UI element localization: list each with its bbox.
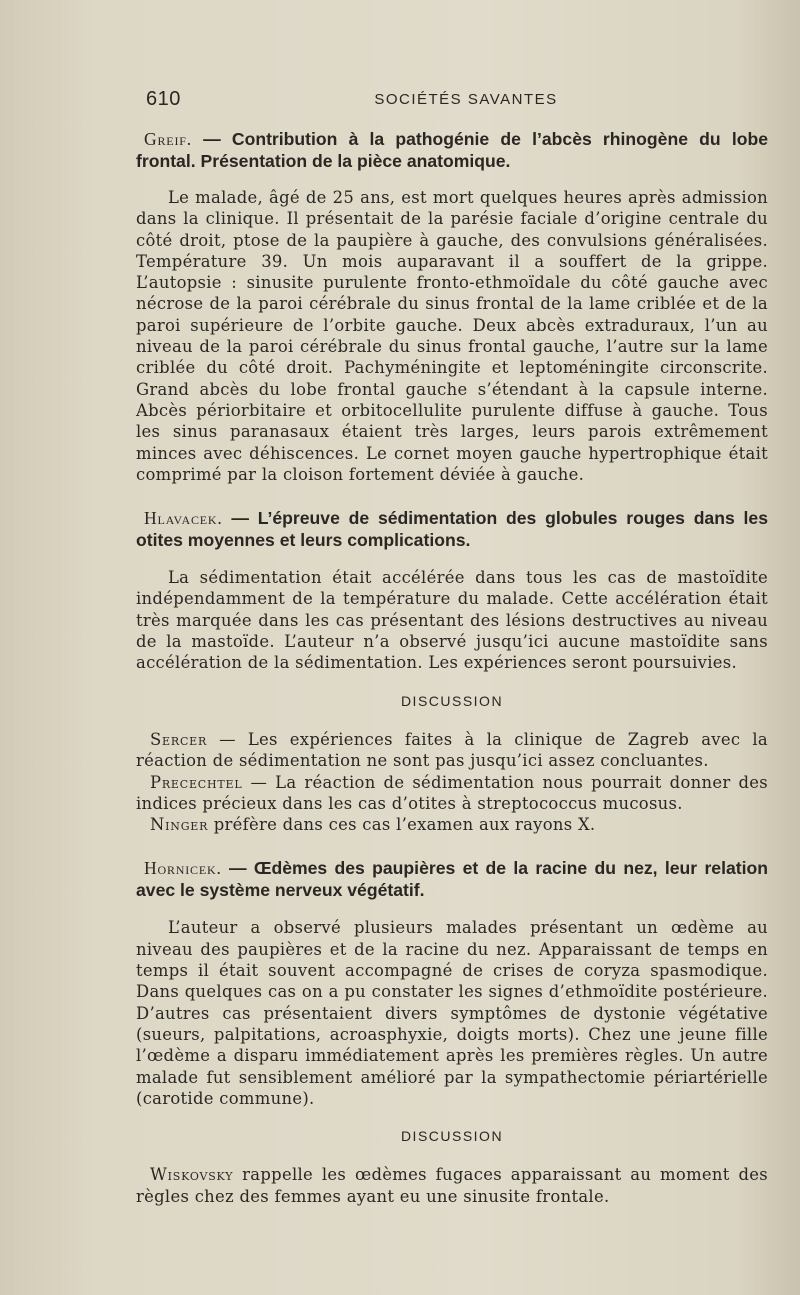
article-title-text: — Œdèmes des paupières et de la racine du nez, leur relation avec le système nerveux végétatif. bbox=[136, 858, 768, 901]
discussion-heading: DISCUSSION bbox=[400, 692, 504, 709]
discussion-entry bbox=[136, 814, 768, 835]
article-title-greif bbox=[136, 128, 768, 172]
article-body-greif: Le malade, âgé de 25 ans, est mort quelques heures après admission dans la clinique. Il présentait de la parésie faciale d’origine centrale du côté droit, ptose de la paupière à gauche, des convulsions généralisées. Température 39. Un mois auparavant il a souffert de la grippe. L’autopsie : sinusite purulente fronto-ethmoïdale du côté gauche avec nécrose de la paroi cérébrale du sinus frontal de la lame criblée et de la paroi supérieure de l’orbite gauche. Deux abcès extraduraux, l’un au niveau de la paroi cérébrale du sinus frontal gauche, l’autre sur la lame criblée du côté droit. Pachyméningite et leptoméningite circonscrite. Grand abcès du lobe frontal gauche s’étendant à la capsule interne. Abcès périorbitaire et orbitocellulite purulente diffuse à gauche. Tous les sinus paranasaux étaient très larges, leurs parois extrêmement minces avec déhiscences. Le cornet moyen gauche hypertrophique était comprimé par la cloison fortement déviée à gauche. bbox=[136, 188, 768, 484]
page-header bbox=[146, 88, 766, 116]
article-body-hlavacek: La sédimentation était accélérée dans tous les cas de mastoïdite indépendamment de la température du malade. Cette accélération était très marquée dans les cas présentant des lésions destructives au niveau de la mastoïde. L’auteur n’a observé jusqu’ici aucune mastoïdite sans accélération de la sédimentation. Les expériences seront poursuivies. bbox=[136, 568, 768, 673]
discussion-entry bbox=[136, 772, 768, 815]
article-title-text: — Contribution à la pathogénie de l’abcès rhinogène du lobe frontal. Présentation de la pièce anatomique. bbox=[136, 129, 768, 171]
article-author: Hlavacek. bbox=[144, 508, 223, 529]
article-author: Hornicek. bbox=[144, 858, 222, 879]
article-body-hornicek: L’auteur a observé plusieurs malades présentant un œdème au niveau des paupières et de la racine du nez. Apparaissant de temps en temps il était souvent accompagné de crises de coryza spasmodique. Dans quelques cas on a pu constater les signes d’ethmoïdite postérieure. D’autres cas présentaient divers symptômes de dystonie végétative (sueurs, palpitations, acroasphyxie, doigts morts). Chez une jeune fille l’œdème a disparu immédiatement après les premières règles. Un autre malade fut sensiblement amélioré par la sympathectomie périartérielle (carotide commune). bbox=[136, 918, 768, 1108]
page-content bbox=[136, 128, 768, 1207]
discussion-author: Sercer bbox=[150, 729, 208, 749]
discussion-entry bbox=[136, 1164, 768, 1207]
discussion-author: Precechtel bbox=[150, 772, 243, 792]
discussion-author: Wiskovsky bbox=[150, 1165, 234, 1185]
article-title-hlavacek bbox=[136, 507, 768, 551]
discussion-text: — La réaction de sédimentation nous pourrait donner des indices précieux dans les cas d’otites à streptococcus mucosus. bbox=[136, 772, 768, 813]
article-title-hornicek bbox=[136, 857, 768, 901]
discussion-author: Ninger bbox=[150, 815, 209, 835]
discussion-text: — Les expériences faites à la clinique de Zagreb avec la réaction de sédimentation ne sont pas jusqu’ici assez concluantes. bbox=[136, 729, 768, 771]
article-author: Greif. bbox=[144, 129, 192, 149]
discussion-entry bbox=[136, 729, 768, 772]
page-number: 610 bbox=[146, 88, 181, 110]
discussion-text: rappelle les œdèmes fugaces apparaissant au moment des règles chez des femmes ayant eu une sinusite frontale. bbox=[136, 1165, 768, 1206]
article-title-text: — L’épreuve de sédimentation des globules rouges dans les otites moyennes et leurs complications. bbox=[136, 508, 768, 551]
discussion-text: préfère dans ces cas l’examen aux rayons X. bbox=[208, 815, 596, 835]
discussion-heading: DISCUSSION bbox=[400, 1128, 504, 1145]
running-head: SOCIÉTÉS SAVANTES bbox=[374, 91, 558, 108]
